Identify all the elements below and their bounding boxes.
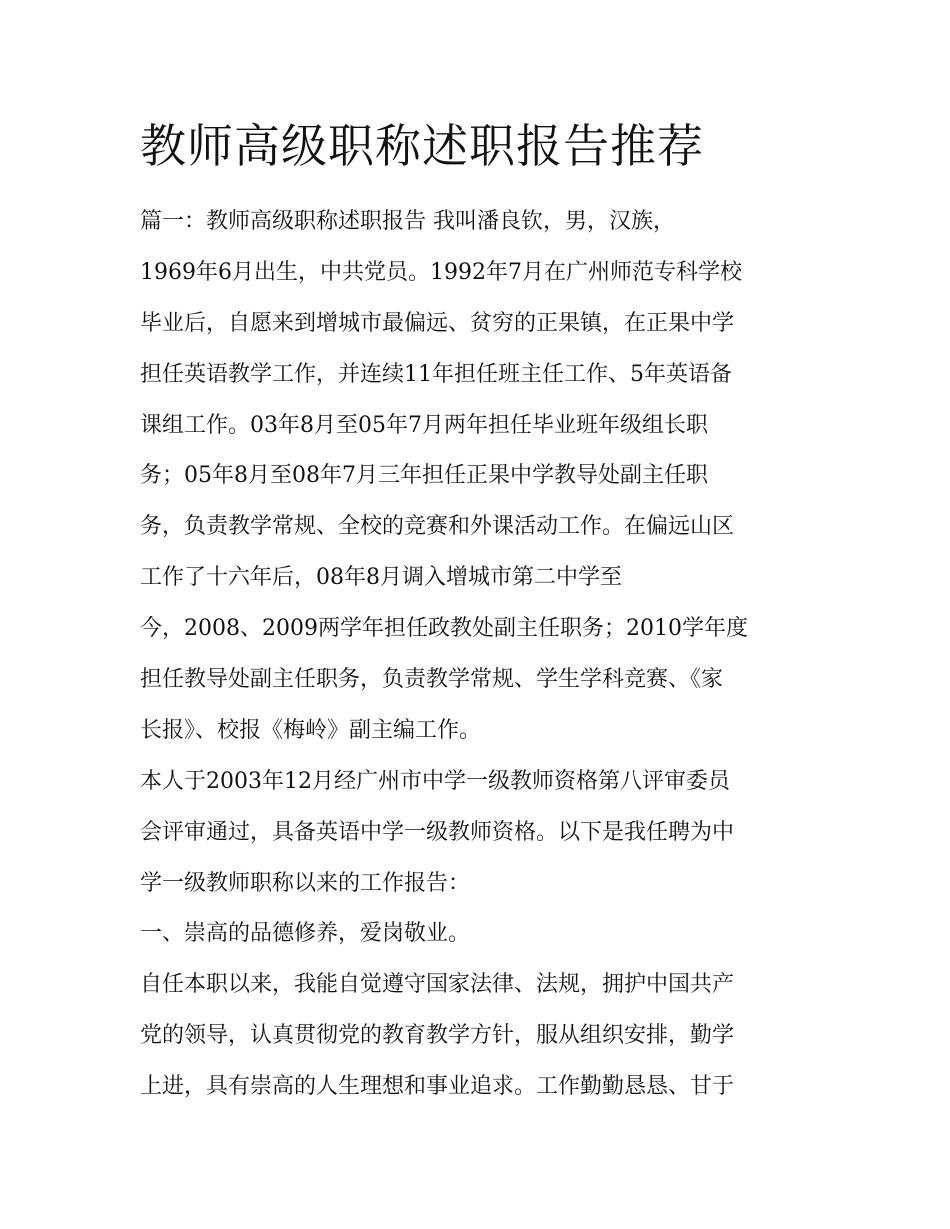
body-line: 担任英语教学工作，并连续11年担任班主任工作、5年英语备 <box>140 361 732 387</box>
section-heading: 一、崇高的品德修养，爱岗敬业。 <box>140 921 471 947</box>
body-line: 务，负责教学常规、全校的竞赛和外课活动工作。在偏远山区 <box>140 514 735 540</box>
document-body <box>140 197 840 1113</box>
body-line: 务；05年8月至08年7月三年担任正果中学教导处副主任职 <box>140 463 708 489</box>
body-line: 毕业后，自愿来到增城市最偏远、贫穷的正果镇，在正果中学 <box>140 310 735 336</box>
body-line: 工作了十六年后，08年8月调入增城市第二中学至 <box>140 565 622 591</box>
body-line: 1969年6月出生，中共党员。1992年7月在广州师范专科学校 <box>140 259 742 285</box>
body-line: 上进，具有崇高的人生理想和事业追求。工作勤勤恳恳、甘于 <box>140 1074 735 1100</box>
body-line: 学一级教师职称以来的工作报告： <box>140 870 471 896</box>
document-title: 教师高级职称述职报告推荐 <box>140 119 704 173</box>
body-line: 自任本职以来，我能自觉遵守国家法律、法规，拥护中国共产 <box>140 972 735 998</box>
body-line: 本人于2003年12月经广州市中学一级教师资格第八评审委员 <box>140 768 730 794</box>
body-line: 课组工作。03年8月至05年7月两年担任毕业班年级组长职 <box>140 412 708 438</box>
body-line: 篇一：教师高级职称述职报告 我叫潘良钦，男，汉族， <box>140 209 675 234</box>
body-line: 党的领导，认真贯彻党的教育教学方针，服从组织安排，勤学 <box>140 1023 735 1049</box>
body-line: 长报》、校报《梅岭》副主编工作。 <box>140 717 482 743</box>
body-line: 今，2008、2009两学年担任政教处副主任职务；2010学年度 <box>140 616 748 642</box>
body-line: 会评审通过，具备英语中学一级教师资格。以下是我任聘为中 <box>140 819 735 845</box>
body-line: 担任教导处副主任职务，负责教学常规、学生学科竞赛、《家 <box>140 667 724 693</box>
